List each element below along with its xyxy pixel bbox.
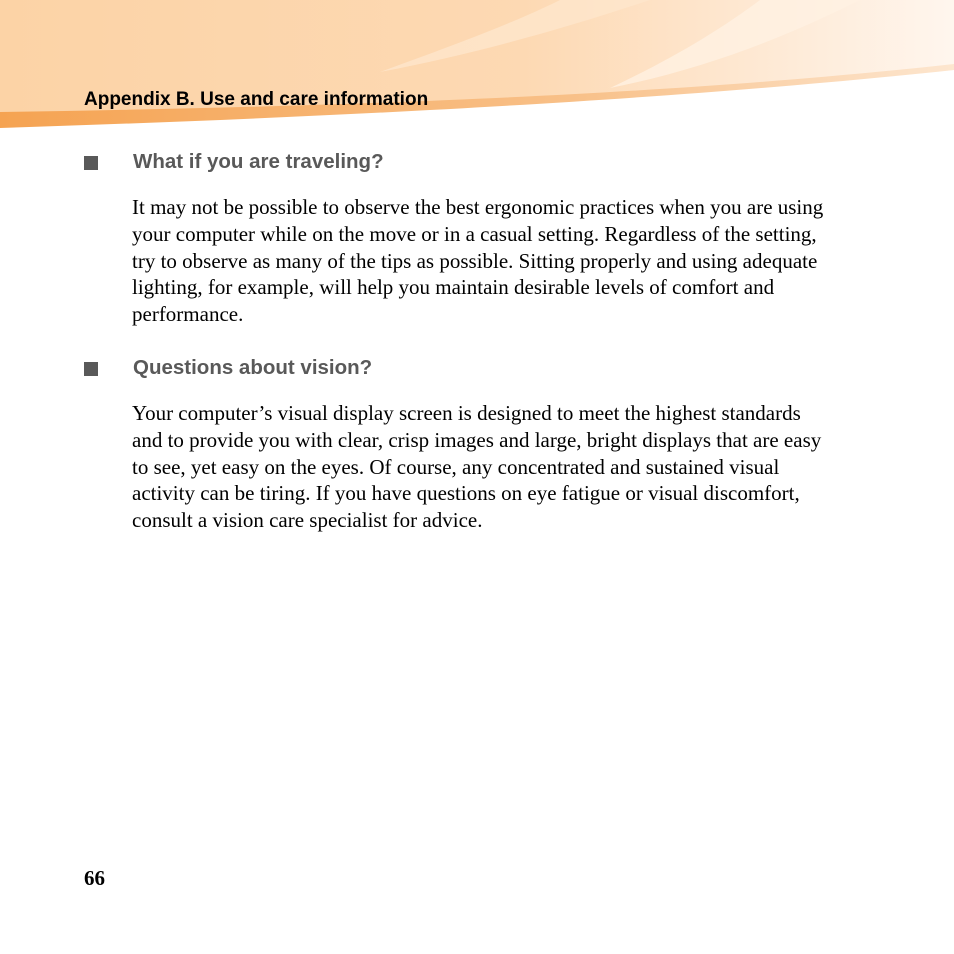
header-decoration	[0, 0, 954, 135]
running-header: Appendix B. Use and care information	[84, 89, 429, 110]
section-heading-text: What if you are traveling?	[133, 150, 384, 173]
square-bullet-icon	[84, 362, 98, 376]
section-body-traveling: It may not be possible to observe the best ergonomic practices when you are using your computer while on the move or in a casual setting. Regardless of the setting, try to observe as many of the tips as possible. Sitting properly and using adequate lighting, for example, will help you maintain desirable levels of comfort and performance.	[132, 195, 824, 327]
section-heading-text: Questions about vision?	[133, 356, 373, 379]
section-body-vision: Your computer’s visual display screen is designed to meet the highest standards and to provide you with clear, crisp images and large, bright displays that are easy to see, yet easy on the eyes. Of course, any concentrated and sustained visual activity can be tiring. If you have questions on eye fatigue or visual discomfort, consult a vision care specialist for advice.	[132, 401, 822, 533]
square-bullet-icon	[84, 156, 98, 170]
page-number: 66	[84, 866, 105, 890]
